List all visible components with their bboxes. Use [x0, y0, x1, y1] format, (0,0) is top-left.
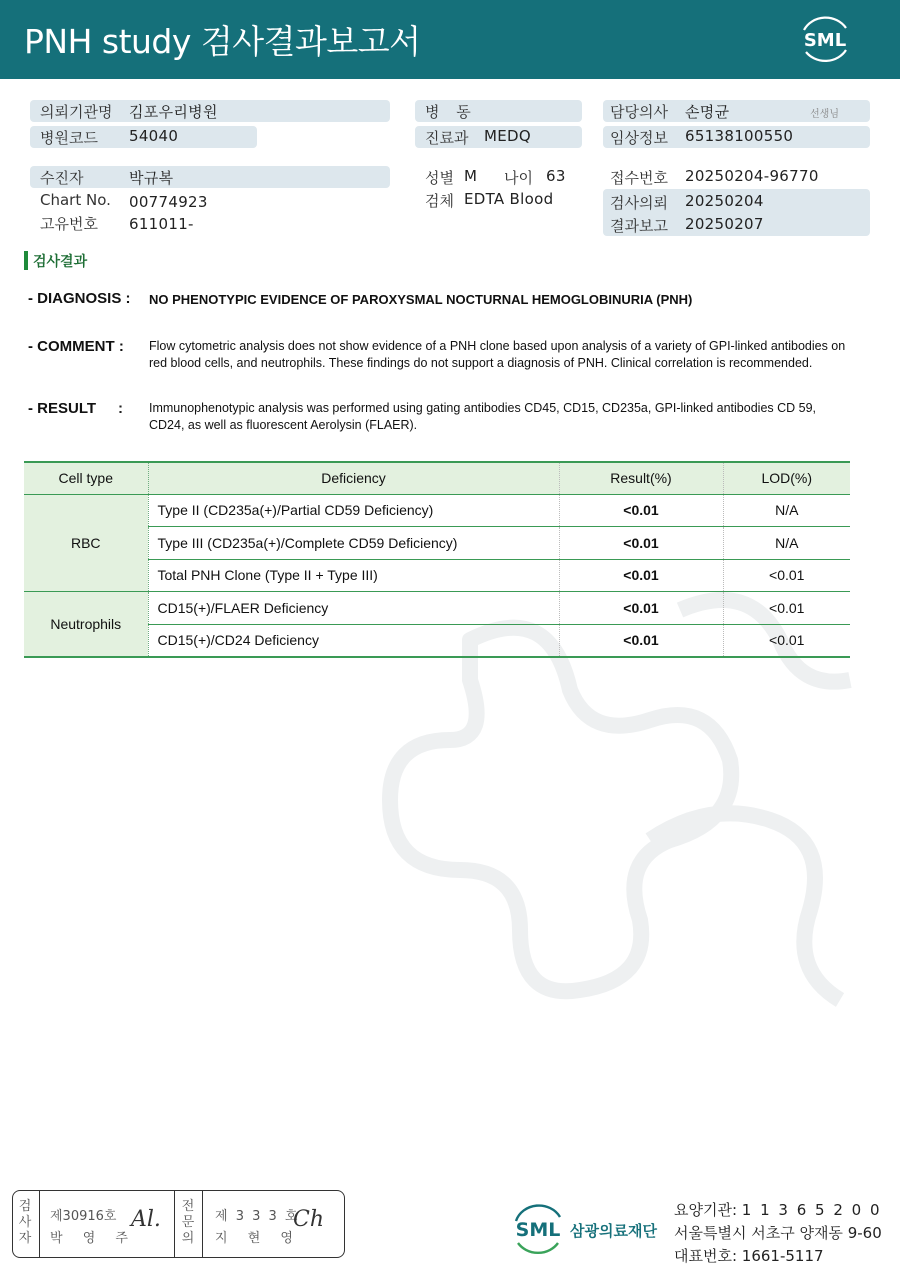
receipt-value: 20250204-96770	[685, 167, 819, 185]
divider	[202, 1191, 203, 1257]
logo-text: SML	[803, 30, 847, 51]
lod-cell: <0.01	[723, 592, 850, 625]
header-deficiency: Deficiency	[148, 462, 559, 494]
sex-value: M	[464, 167, 478, 185]
result-colon: :	[118, 400, 123, 417]
facility-code	[674, 1199, 882, 1220]
result-cell: <0.01	[559, 624, 723, 657]
phone-value: 1661-5117	[741, 1247, 824, 1265]
report-date-value: 20250207	[685, 215, 764, 233]
age-value: 63	[546, 167, 566, 185]
inspector-col-text: 검사자	[18, 1199, 32, 1246]
clinical-label: 임상정보	[610, 129, 668, 147]
header-result: Result(%)	[559, 462, 723, 494]
dept-value: MEDQ	[484, 127, 531, 145]
specialist-name: 지 현 영	[215, 1231, 301, 1246]
sml-logo-icon	[796, 12, 854, 66]
address: 서울특별시 서초구 양재동 9-60	[674, 1224, 882, 1242]
request-value: 20250204	[685, 192, 764, 210]
receipt-label: 접수번호	[610, 169, 668, 187]
table-row	[24, 592, 850, 625]
section-title: 검사결과	[33, 254, 88, 270]
chart-no-label: Chart No.	[40, 191, 111, 209]
hospital-code-value: 54040	[129, 127, 179, 145]
table-row	[24, 559, 850, 592]
report-title: PNH study 검사결과보고서	[24, 22, 421, 61]
org-name: 삼광의료재단	[570, 1222, 657, 1240]
comment-text: Flow cytometric analysis does not show evidence of a PNH clone based upon analysis of a variety of GPI-linked antibodies on red blood cells, and neutrophils. These findings do not support a diagnosis of PNH. Clinical correlation is recommended.	[149, 339, 846, 370]
deficiency-cell: Type II (CD235a(+)/Partial CD59 Deficiency)	[148, 494, 559, 527]
doctor-suffix: 선생님	[810, 109, 839, 120]
result-text: Immunophenotypic analysis was performed using gating antibodies CD45, CD15, CD235a, GPI-linked antibodies CD 59, CD24, as well as fluorescent Aerolysin (FLAER).	[149, 401, 817, 432]
patient-label: 수진자	[40, 169, 84, 187]
result-cell: <0.01	[559, 592, 723, 625]
header-lod: LOD(%)	[723, 462, 850, 494]
report-date-label: 결과보고	[610, 217, 668, 235]
clinical-value: 65138100550	[685, 127, 794, 145]
table-row	[24, 494, 850, 527]
divider	[174, 1191, 175, 1257]
lod-cell: N/A	[723, 527, 850, 560]
table-row	[24, 527, 850, 560]
watermark-cross-icon	[350, 580, 870, 1100]
unique-no-label: 고유번호	[40, 215, 98, 233]
specimen-label: 검체	[425, 192, 454, 210]
table-header-row	[24, 462, 850, 494]
deficiency-cell: Total PNH Clone (Type II + Type III)	[148, 559, 559, 592]
specialist-col-text: 전문의	[181, 1199, 195, 1246]
request-label: 검사의뢰	[610, 194, 668, 212]
cell-type-rbc: RBC	[24, 494, 148, 592]
org-logo-text: SML	[515, 1219, 561, 1241]
patient-field-bg	[30, 166, 390, 188]
patient-value: 박규복	[129, 169, 174, 187]
diagnosis-label: - DIAGNOSIS :	[28, 290, 131, 307]
result-cell: <0.01	[559, 559, 723, 592]
dept-label: 진료과	[425, 129, 469, 147]
header-cell-type: Cell type	[24, 462, 148, 494]
ward-label: 병 동	[425, 103, 477, 121]
lod-cell: <0.01	[723, 624, 850, 657]
sex-label: 성별	[425, 169, 454, 187]
comment-label: - COMMENT :	[28, 338, 124, 355]
inspector-license: 제30916호	[50, 1209, 117, 1224]
specialist-license: 제 3 3 3 호	[215, 1209, 300, 1224]
phone	[674, 1245, 824, 1266]
deficiency-cell: CD15(+)/CD24 Deficiency	[148, 624, 559, 657]
specialist-signature: Ch	[293, 1207, 325, 1232]
signature-box	[12, 1190, 345, 1258]
unique-no-value: 611011-	[129, 215, 194, 233]
inspector-column-label	[18, 1199, 32, 1247]
result-cell: <0.01	[559, 494, 723, 527]
sml-org-logo-icon	[510, 1201, 566, 1257]
specimen-value: EDTA Blood	[464, 190, 554, 208]
inspector-signature: Al.	[131, 1207, 161, 1232]
table-row	[24, 624, 850, 657]
specialist-column-label	[181, 1199, 195, 1247]
facility-code-label: 요양기관:	[674, 1201, 738, 1219]
phone-label: 대표번호:	[674, 1247, 738, 1265]
chart-no-value: 00774923	[129, 193, 208, 211]
result-label: - RESULT	[28, 400, 97, 417]
results-table	[24, 461, 850, 658]
inspector-name: 박 영 주	[50, 1231, 136, 1246]
result-cell: <0.01	[559, 527, 723, 560]
report-header	[0, 0, 900, 79]
cell-type-neutrophils: Neutrophils	[24, 592, 148, 657]
doctor-label: 담당의사	[610, 103, 668, 121]
doctor-value: 손명균	[685, 103, 730, 121]
hospital-label: 의뢰기관명	[40, 103, 113, 121]
lod-cell: <0.01	[723, 559, 850, 592]
diagnosis-text: NO PHENOTYPIC EVIDENCE OF PAROXYSMAL NOCTURNAL HEMOGLOBINURIA (PNH)	[149, 292, 693, 307]
facility-code-value: 1 1 3 6 5 2 0 0	[741, 1201, 882, 1219]
lod-cell: N/A	[723, 494, 850, 527]
divider	[39, 1191, 40, 1257]
hospital-code-label: 병원코드	[40, 129, 98, 147]
age-label: 나이	[504, 169, 533, 187]
deficiency-cell: CD15(+)/FLAER Deficiency	[148, 592, 559, 625]
hospital-value: 김포우리병원	[129, 103, 218, 121]
section-accent-bar	[24, 251, 28, 270]
deficiency-cell: Type III (CD235a(+)/Complete CD59 Deficiency)	[148, 527, 559, 560]
